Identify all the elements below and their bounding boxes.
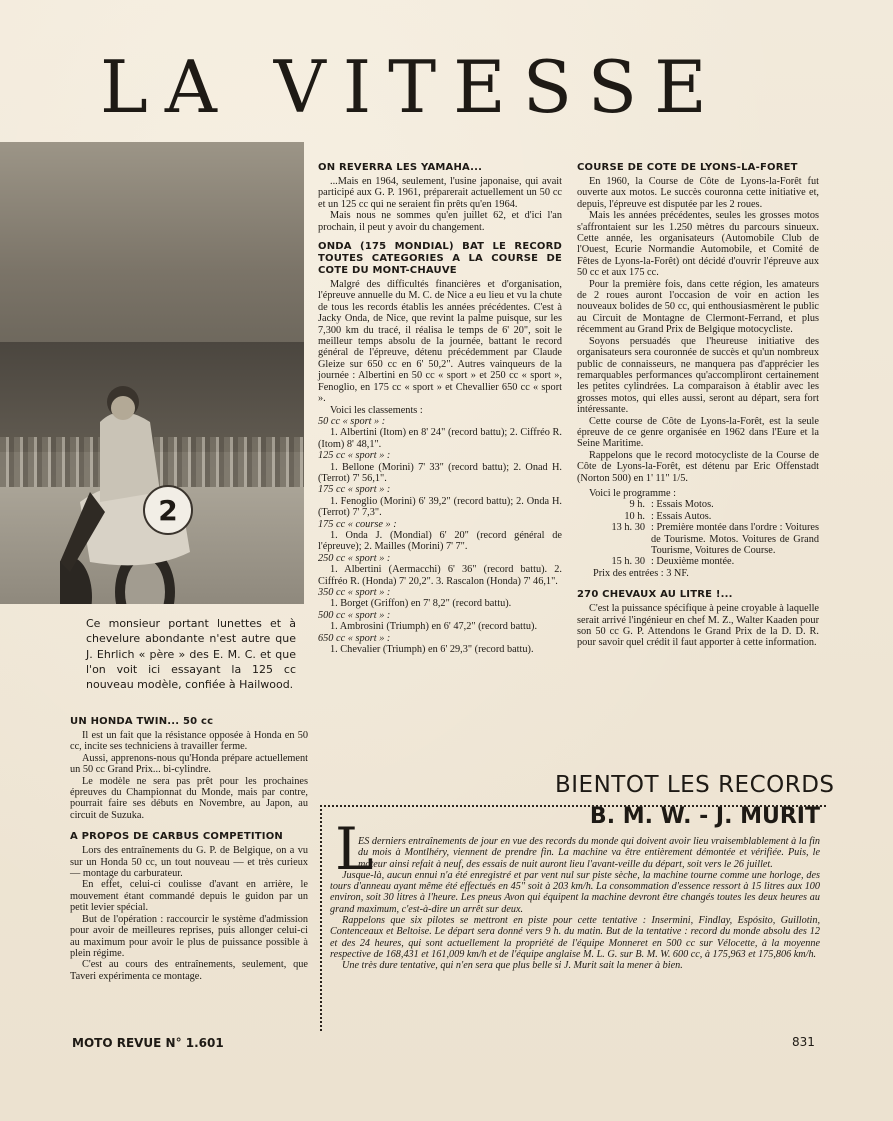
- photo-caption: Ce monsieur portant lunettes et à chevelure abondante n'est autre que J. Ehrlich « père » des E. M. C. et que l'on voit ici essayant la 125 cc nouveau modèle, confiée à Hailwood.: [86, 617, 296, 692]
- honda-heading: UN HONDA TWIN... 50 cc: [70, 716, 214, 727]
- classements-intro: Voici les classements :: [330, 404, 423, 416]
- category-result: 1. Fenoglio (Morini) 6' 39,2" (record battu); 2. Onda H. (Terrot) 7' 7,3".: [318, 495, 562, 519]
- yamaha-heading: ON REVERRA LES YAMAHA...: [318, 162, 483, 173]
- category-label: 50 cc « sport » :: [318, 415, 386, 427]
- column-right: [577, 162, 819, 649]
- category-label: 350 cc « sport » :: [318, 587, 391, 598]
- drop-cap: L: [335, 815, 374, 883]
- lyons-paragraph: Cette course de Côte de Lyons-la-Forêt, est la seule épreuve de ce genre organisée en 1962 dans l'Eure et la Seine Maritime.: [577, 415, 819, 450]
- column-left: [70, 716, 308, 982]
- carbus-paragraph: But de l'opération : raccourcir le système d'admission pour avoir de meilleures reprises, puis allonger celui-ci au maximum pour avoir le plus de puissance possible à plein régime.: [70, 913, 308, 959]
- category-result: 1. Chevalier (Triumph) en 6' 29,3" (record battu).: [330, 644, 534, 656]
- carbus-paragraph: C'est au cours des entraînements, seulement, que Taveri expérimenta ce montage.: [70, 959, 308, 982]
- category-label: 175 cc « course » :: [318, 518, 397, 530]
- category-result: 1. Borget (Griffon) en 7' 8,2" (record battu).: [330, 598, 512, 610]
- program-price: Prix des entrées : 3 NF.: [593, 567, 689, 579]
- yamaha-paragraph: ...Mais en 1964, seulement, l'usine japonaise, qui avait participé aux G. P. 1961, préparerait actuellement un 50 cc et un 125 cc qui ne seraient fin prêts qu'en 1964.: [318, 176, 562, 210]
- motorcycle-rider-illustration: [60, 382, 210, 604]
- lyons-heading: COURSE DE COTE DE LYONS-LA-FORET: [577, 162, 798, 173]
- lyons-paragraph: En 1960, la Course de Côte de Lyons-la-Forêt fut ouverte aux motos. Le succès couronna cette initiative et, depuis, l'épreuve est disputée par les 2 roues.: [577, 176, 819, 210]
- records-paragraph: Rappelons que six pilotes se mettront en piste pour cette tentative : Insermini, Findlay, Espósito, Guillotin, Contenceaux et Beltoise. Le départ sera donné vers 9 h. du matin. But de la tentative : record du monde absolu des 12 et des 24 heures, qui sont actuellement la propriété de l'équipe Monneret en 500 cc sur Vélocette, à la moyenne respective de 168,431 et 161,009 km/h et de l'équipe anglaise M. L. G. sur B. M. W. 600 cc, à 175,963 et 175,806 km/h.: [330, 915, 820, 960]
- lyons-paragraph: Pour la première fois, dans cette région, les amateurs de 2 roues auront l'occasion de voir en action les nouveaux bolides de 50 cc, qui enthousiasmèrent le public au Circuit de Montagne de Clermont-Ferrand, et plus récemment au Grand Prix de Belgique motocycliste.: [577, 278, 819, 336]
- lyons-paragraph: Rappelons que le record motocycliste de la Course de Côte de Lyons-la-Forêt, est détenu par Eric Offenstadt (Norton 500) en 1' 11" 1/5.: [577, 449, 819, 484]
- page-title: LA VITESSE: [100, 45, 724, 129]
- category-result: 1. Albertini (Aermacchi) 6' 36" (record battu). 2. Ciffréo R. (Honda) 7' 20,2". 3. Rascalon (Honda) 7' 46,1".: [318, 564, 562, 587]
- records-paragraph: Jusque-là, aucun ennui n'a été enregistré et par vent nul sur piste sèche, la machine tourne comme une horloge, des tours d'anneau ayant même été effectués en 45" soit à 203 km/h. La consommation d'essence ressort à 15 litres aux 100 environ, soit 30 litres à l'heure. Les pneus Avon qui équipent la machine devront être changés toutes les deux heures au grand maximum, c'est-à-dire un arrêt sur deux.: [330, 869, 820, 915]
- category-label: 650 cc « sport » :: [318, 632, 391, 644]
- magazine-footer: MOTO REVUE N° 1.601: [72, 1036, 224, 1050]
- carbus-paragraph: En effet, celui-ci coulisse d'avant en arrière, le mouvement étant commandé depuis le guidon par un petit levier spécial.: [70, 879, 308, 914]
- honda-paragraph: Il est un fait que la résistance opposée à Honda en 50 cc, incite ses techniciens à travailler ferme.: [70, 730, 308, 753]
- records-article: [330, 836, 820, 972]
- category-label: 500 cc « sport » :: [318, 609, 391, 621]
- category-result: 1. Albertini (Itom) en 8' 24" (record battu); 2. Ciffréo R. (Itom) 8' 48,1".: [318, 427, 562, 450]
- chevaux-heading: 270 CHEVAUX AU LITRE !...: [577, 589, 733, 601]
- race-number: 2: [158, 494, 178, 527]
- category-label: 250 cc « sport » :: [318, 552, 391, 564]
- category-label: 175 cc « sport » :: [318, 484, 391, 496]
- honda-paragraph: Le modèle ne sera pas prêt pour les prochaines épreuves du Championnat du Monde, mais par contre, pourrait faire ses débuts en Novembre, au Japon, au circuit de Suzuka.: [70, 775, 308, 821]
- yamaha-paragraph: Mais nous ne sommes qu'en juillet 62, et d'ici l'an prochain, il peut y avoir du changement.: [318, 210, 562, 233]
- honda-paragraph: Aussi, apprenons-nous qu'Honda prépare actuellement un 50 cc Grand Prix... bi-cylindre.: [70, 752, 308, 776]
- program-event: : Deuxième montée.: [651, 556, 735, 568]
- program-event: : Essais Autos.: [651, 510, 712, 522]
- chevaux-paragraph: C'est la puissance spécifique à peine croyable à laquelle serait arrivé l'ingénieur en chef M. Z., Walter Kaaden pour son 50 cc G. P. Attendons le Grand Prix de la D. D. R. pour savoir quel crédit il faut apporter à cette information.: [577, 603, 820, 649]
- program-time: 13 h. 30: [611, 522, 645, 534]
- carbus-paragraph: Lors des entraînements du G. P. de Belgique, on a vu sur un Honda 50 cc, un tout nouveau — et très curieux — montage du carburateur.: [70, 845, 308, 880]
- lyons-paragraph: Soyons persuadés que l'heureuse initiative des organisateurs sera couronnée de succès et qu'un nombreux public de connaisseurs, ne manquera pas d'apprécier les remarquables performances qu'accompliront certainement les petites cylindrées. La comparaison à établir avec les grosses motos, qui elles aussi, seront au départ, sera fort intéressante.: [577, 335, 819, 416]
- lyons-paragraph: Mais les années précédentes, seules les grosses motos s'affrontaient sur les 1.250 mètres du parcours sinueux. Cette année, les organisateurs (Automobile Club de l'Ouest, Ecurie Normandie Automobile, et Comité de Fêtes de Lyons-la-Forêt) ont décidé d'ouvrir l'épreuve aux 50 cc et aux 175 cc.: [577, 210, 819, 279]
- program-time: 9 h.: [629, 499, 645, 511]
- records-paragraph: ES derniers entraînements de jour en vue des records du monde qui doivent avoir lieu vraisemblablement à la fin du mois à Montlhéry, viennent de prendre fin. La machine va être entièrement démontée et vérifiée. Puis, le moteur ainsi refait à neuf, des essais de nuit auront lieu l'avant-veille du départ, soit vers le 26 juillet.: [358, 836, 820, 870]
- category-label: 125 cc « sport » :: [318, 450, 391, 462]
- rider-photo: [0, 142, 304, 604]
- column-middle: [318, 162, 562, 655]
- program-intro: Voici le programme :: [589, 487, 677, 499]
- program-event: : Première montée dans l'ordre : Voitures de Tourisme. Motos. Voitures de Grand Tourisme, Voitures de Course.: [651, 522, 819, 556]
- records-paragraph: Une très dure tentative, qui n'en sera que plus belle si J. Murit sait la mener à bien.: [342, 960, 683, 972]
- records-kicker: BIENTOT LES RECORDS: [555, 772, 835, 798]
- program-time: 15 h. 30: [611, 556, 645, 568]
- onda-heading: ONDA (175 MONDIAL) BAT LE RECORD TOUTES CATEGORIES A LA COURSE DE COTE DU MONT-CHAUVE: [318, 241, 562, 277]
- onda-paragraph: Malgré des difficultés financières et d'organisation, l'épreuve annuelle du M. C. de Nice a eu lieu et vu la chute de tous les records établis les années précédentes. C'est à Jacky Onda, de Nice, que revint la palme puisque, sur les 7,300 km du tracé, il réalisa le temps de 6' 20", soit le meilleur temps absolu de la journée, battant le record général de l'épreuve, détenu précédemment par Claude Gleize sur 650 cc en 6' 50,2". Autres vainqueurs de la journée : Albertini en 50 cc « sport » et 250 cc « sport », Fenoglio, en 175 cc « sport » et Chevallier 650 cc « sport ».: [318, 279, 562, 405]
- page-number: 831: [792, 1035, 815, 1049]
- category-result: 1. Ambrosini (Triumph) en 6' 47,2" (record battu).: [330, 621, 538, 633]
- program-schedule: [577, 499, 819, 567]
- records-headline: B. M. W. - J. MURIT: [589, 804, 820, 829]
- category-result: 1. Bellone (Morini) 7' 33" (record battu); 2. Onad H. (Terrot) 7' 56,1".: [318, 461, 562, 484]
- program-time: 10 h.: [624, 510, 645, 522]
- carbus-heading: A PROPOS DE CARBUS COMPETITION: [70, 831, 283, 843]
- program-event: : Essais Motos.: [651, 499, 714, 511]
- category-result: 1. Onda J. (Mondial) 6' 20" (record général de l'épreuve); 2. Mailles (Morini) 7' 7".: [318, 529, 562, 553]
